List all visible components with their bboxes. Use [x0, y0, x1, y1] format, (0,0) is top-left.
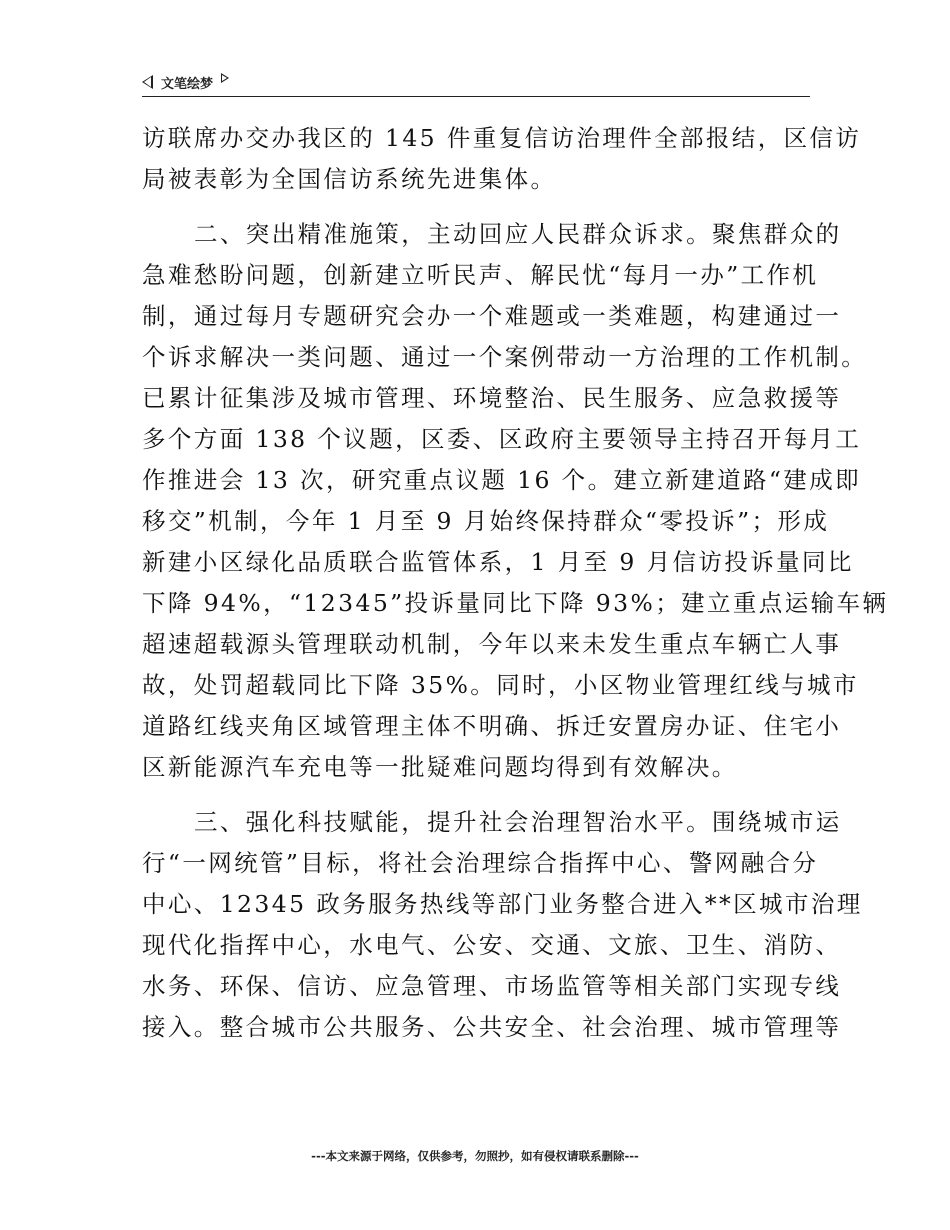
body-line: 访联席办交办我区的 145 件重复信访治理件全部报结，区信访: [142, 124, 862, 152]
body-line: 接入。整合城市公共服务、公共安全、社会治理、城市管理等: [142, 1013, 842, 1041]
paragraph-gap: [142, 200, 822, 214]
triangle-right-icon: [221, 73, 229, 83]
body-line: 区新能源汽车充电等一批疑难问题均得到有效解决。: [142, 753, 738, 781]
page-footer: ---本文来源于网络，仅供参考，勿照抄，如有侵权请联系删除---: [311, 1149, 639, 1163]
body-line: 二、突出精准施策，主动回应人民群众诉求。聚焦群众的: [194, 220, 842, 248]
body-line: 水务、环保、信访、应急管理、市场监管等相关部门实现专线: [142, 972, 842, 1000]
body-line: 故，处罚超载同比下降 35%。同时，小区物业管理红线与城市: [142, 671, 859, 699]
page-header: [142, 70, 810, 97]
header-brand: 文笔绘梦: [161, 76, 214, 92]
body-line: 行“一网统管”目标，将社会治理综合指挥中心、警网融合分: [142, 849, 819, 877]
body-line: 移交”机制，今年 1 月至 9 月始终保持群众“零投诉”；形成: [142, 507, 830, 535]
document-body: [142, 118, 889, 1048]
header-brand-group: [142, 70, 229, 94]
body-line: 急难愁盼问题，创新建立听民声、解民忧“每月一办”工作机: [142, 261, 819, 289]
body-line: 制，通过每月专题研究会办一个难题或一类难题，构建通过一: [142, 302, 842, 330]
triangle-left-icon: [142, 75, 153, 89]
body-line: 多个方面 138 个议题，区委、区政府主要领导主持召开每月工: [142, 425, 862, 453]
body-line: 局被表彰为全国信访系统先进集体。: [142, 165, 557, 193]
body-line: 现代化指挥中心，水电气、公安、交通、文旅、卫生、消防、: [142, 931, 842, 959]
body-line: 道路红线夹角区域管理主体不明确、拆迁安置房办证、住宅小: [142, 712, 842, 740]
body-line: 作推进会 13 次，研究重点议题 16 个。建立新建道路“建成即: [142, 466, 861, 494]
body-line: 新建小区绿化品质联合监管体系，1 月至 9 月信访投诉量同比: [142, 548, 854, 576]
body-line: 已累计征集涉及城市管理、环境整治、民生服务、应急救援等: [142, 384, 842, 412]
paragraph-gap: [142, 788, 822, 802]
body-line: 个诉求解决一类问题、通过一个案例带动一方治理的工作机制。: [142, 343, 868, 371]
body-line: 下降 94%，“12345”投诉量同比下降 93%；建立重点运输车辆: [142, 589, 889, 617]
body-line: 三、强化科技赋能，提升社会治理智治水平。围绕城市运: [194, 808, 842, 836]
body-line: 超速超载源头管理联动机制，今年以来未发生重点车辆亡人事: [142, 630, 842, 658]
body-line: 中心、12345 政务服务热线等部门业务整合进入**区城市治理: [142, 890, 863, 918]
